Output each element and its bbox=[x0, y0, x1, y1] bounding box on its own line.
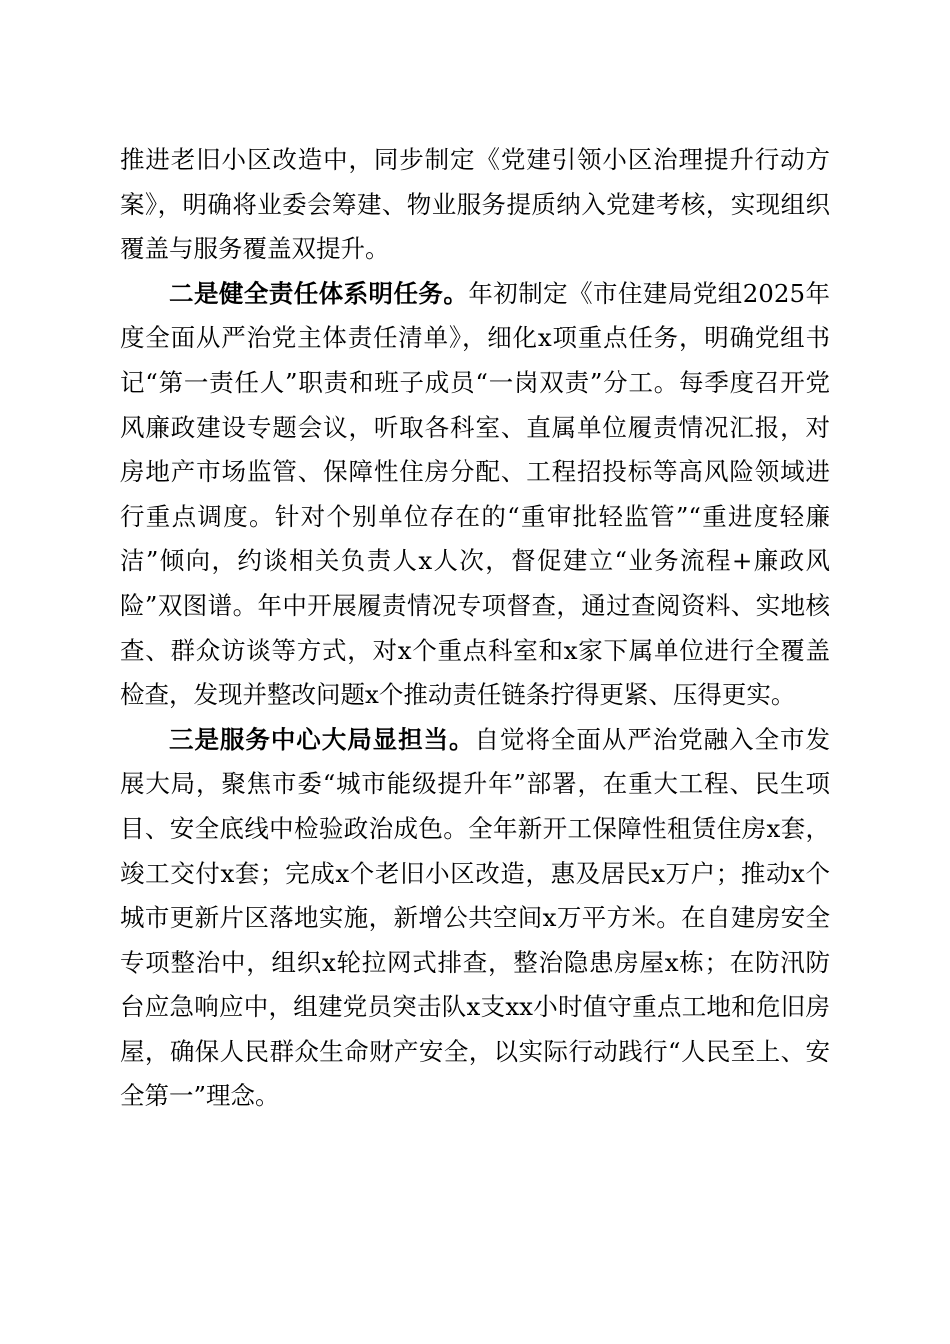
paragraph-text: 推进老旧小区改造中，同步制定《党建引领小区治理提升行动方案》，明确将业委会筹建、物业服务提质纳入党建考核，实现组织覆盖与服务覆盖双提升。 bbox=[120, 145, 830, 264]
paragraph-continuation bbox=[120, 138, 830, 272]
paragraph-text: 年初制定《市住建局党组2025年度全面从严治党主体责任清单》，细化x项重点任务，明确党组书记“第一责任人”职责和班子成员“一岗双责”分工。每季度召开党风廉政建设专题会议，听取各科室、直属单位履责情况汇报，对房地产市场监管、保障性住房分配、工程招投标等高风险领域进行重点调度。针对个别单位存在的“重审批轻监管”“重进度轻廉洁”倾向，约谈相关负责人x人次，督促建立“业务流程+廉政风险”双图谱。年中开展履责情况专项督查，通过查阅资料、实地核查、群众访谈等方式，对x个重点科室和x家下属单位进行全覆盖检查，发现并整改问题x个推动责任链条拧得更紧、压得更实。 bbox=[120, 278, 830, 710]
paragraph-serve-the-center bbox=[120, 718, 830, 1119]
paragraph-heading: 三是服务中心大局显担当。 bbox=[169, 724, 475, 754]
paragraph-heading: 二是健全责任体系明任务。 bbox=[169, 278, 469, 308]
document-body bbox=[120, 138, 830, 1119]
paragraph-text: 自觉将全面从严治党融入全市发展大局，聚焦市委“城市能级提升年”部署，在重大工程、民生项目、安全底线中检验政治成色。全年新开工保障性租赁住房x套，竣工交付x套；完成x个老旧小区改造，惠及居民x万户；推动x个城市更新片区落地实施，新增公共空间x万平方米。在自建房安全专项整治中，组织x轮拉网式排查，整治隐患房屋x栋；在防汛防台应急响应中，组建党员突击队x支xx小时值守重点工地和危旧房屋，确保人民群众生命财产安全，以实际行动践行“人民至上、安全第一”理念。 bbox=[120, 724, 831, 1111]
paragraph-responsibility-system bbox=[120, 272, 830, 718]
